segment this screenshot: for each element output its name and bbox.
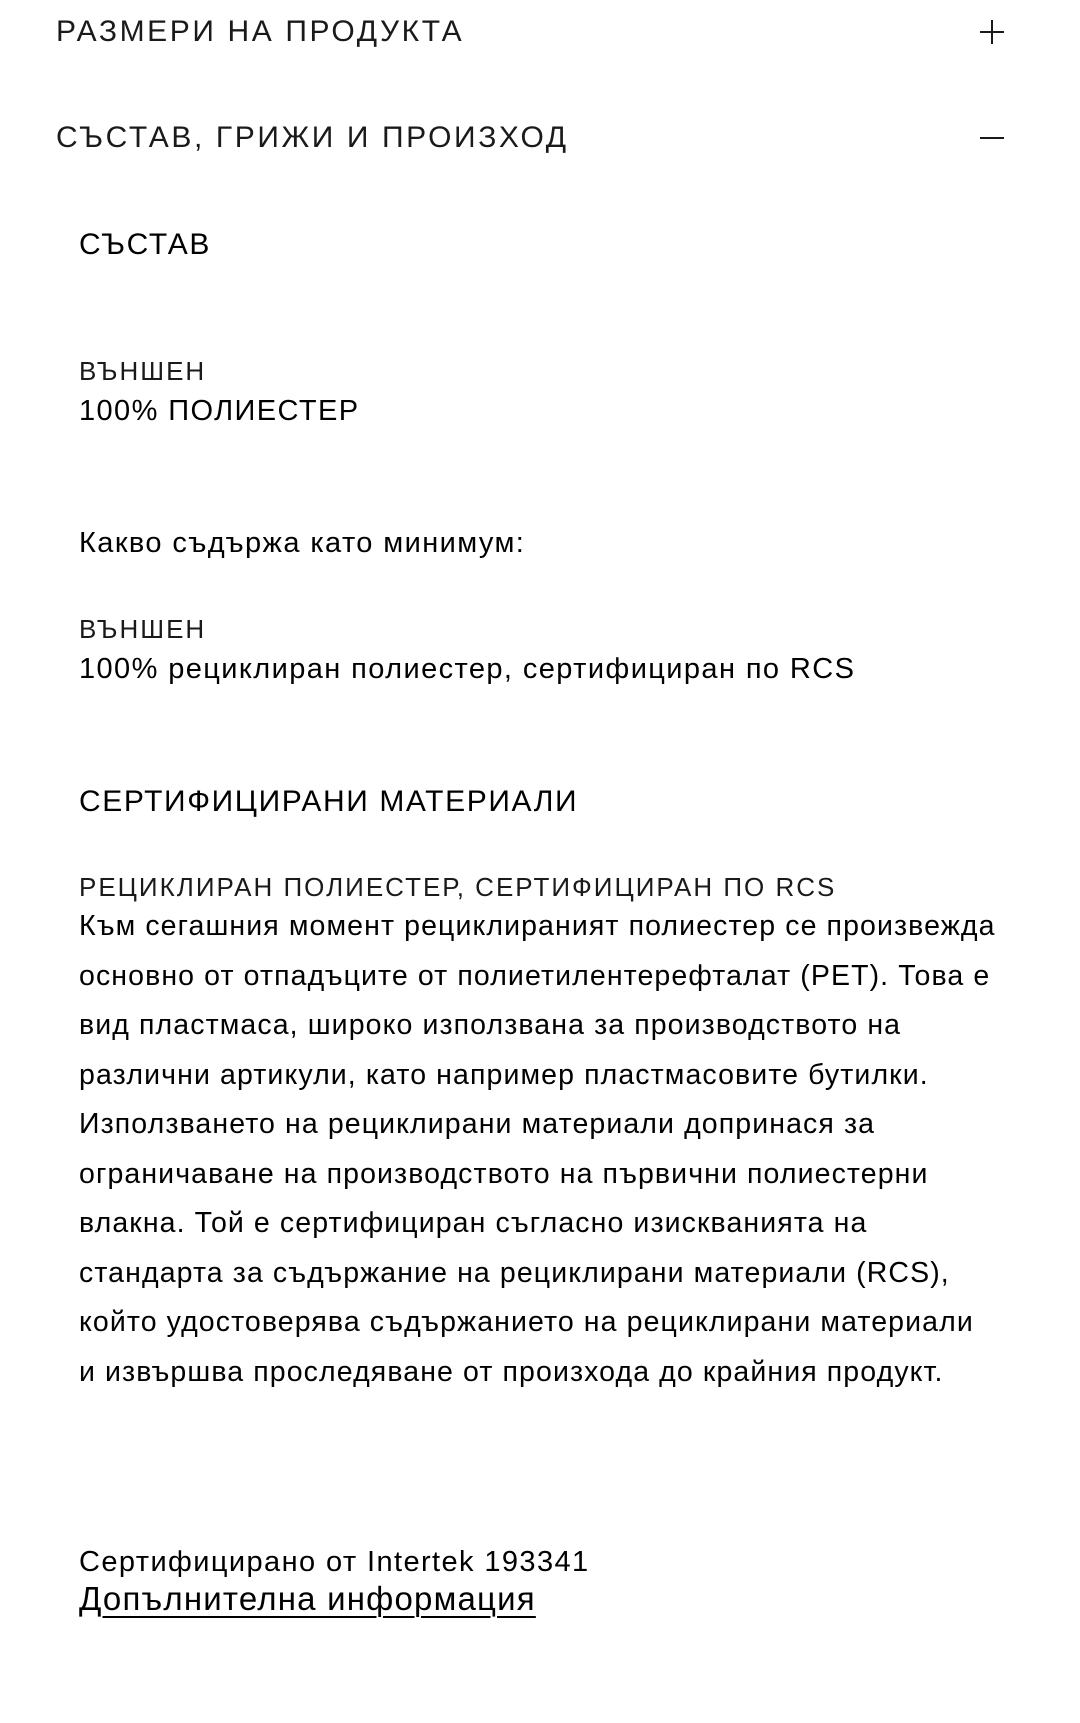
outer-label: ВЪНШЕН [79,356,207,386]
certified-materials-heading: СЕРТИФИЦИРАНИ МАТЕРИАЛИ [79,785,579,818]
composition-heading: СЪСТАВ [79,228,212,261]
accordion-title-product-dimensions: РАЗМЕРИ НА ПРОДУКТА [56,15,465,48]
recycled-polyester-title: РЕЦИКЛИРАН ПОЛИЕСТЕР, СЕРТИФИЦИРАН ПО RCS [79,872,837,902]
recycled-polyester-description: Към сегашния момент рециклираният полиестер се произвежда основно от отпадъците от полиетилентерефталат (PET). Това е вид пластмаса, широко използвана за производството на различни артикули, като например пластмасовите бутилки. Използването на рециклирани материали допринася за ограничаване на производството на първични полиестерни влакна. Той е сертифициран съгласно изискванията на стандарта за съдържание на рециклирани материали (RCS), който удостоверява съдържанието на рециклирани материали и извършва проследяване от произхода до крайния продукт. [79,910,996,1388]
certified-by-text: Сертифицирано от Intertek 193341 [79,1546,590,1578]
outer-composition-value: 100% ПОЛИЕСТЕР [79,395,360,427]
minimum-content-intro: Какво съдържа като минимум: [79,527,526,559]
minimum-outer-label: ВЪНШЕН [79,614,207,644]
minimum-outer-value: 100% рециклиран полиестер, сертифициран по RCS [79,653,856,685]
plus-icon[interactable] [980,20,1004,44]
minus-icon-bar [980,137,1004,139]
minus-icon[interactable] [980,126,1004,150]
more-info-link[interactable]: Допълнителна информация [79,1580,536,1617]
accordion-title-composition-care-origin: СЪСТАВ, ГРИЖИ И ПРОИЗХОД [56,121,569,154]
accordion-product-dimensions[interactable] [56,2,1008,62]
plus-icon-vertical-bar [991,20,993,44]
accordion-composition-care-origin[interactable] [56,108,1008,168]
